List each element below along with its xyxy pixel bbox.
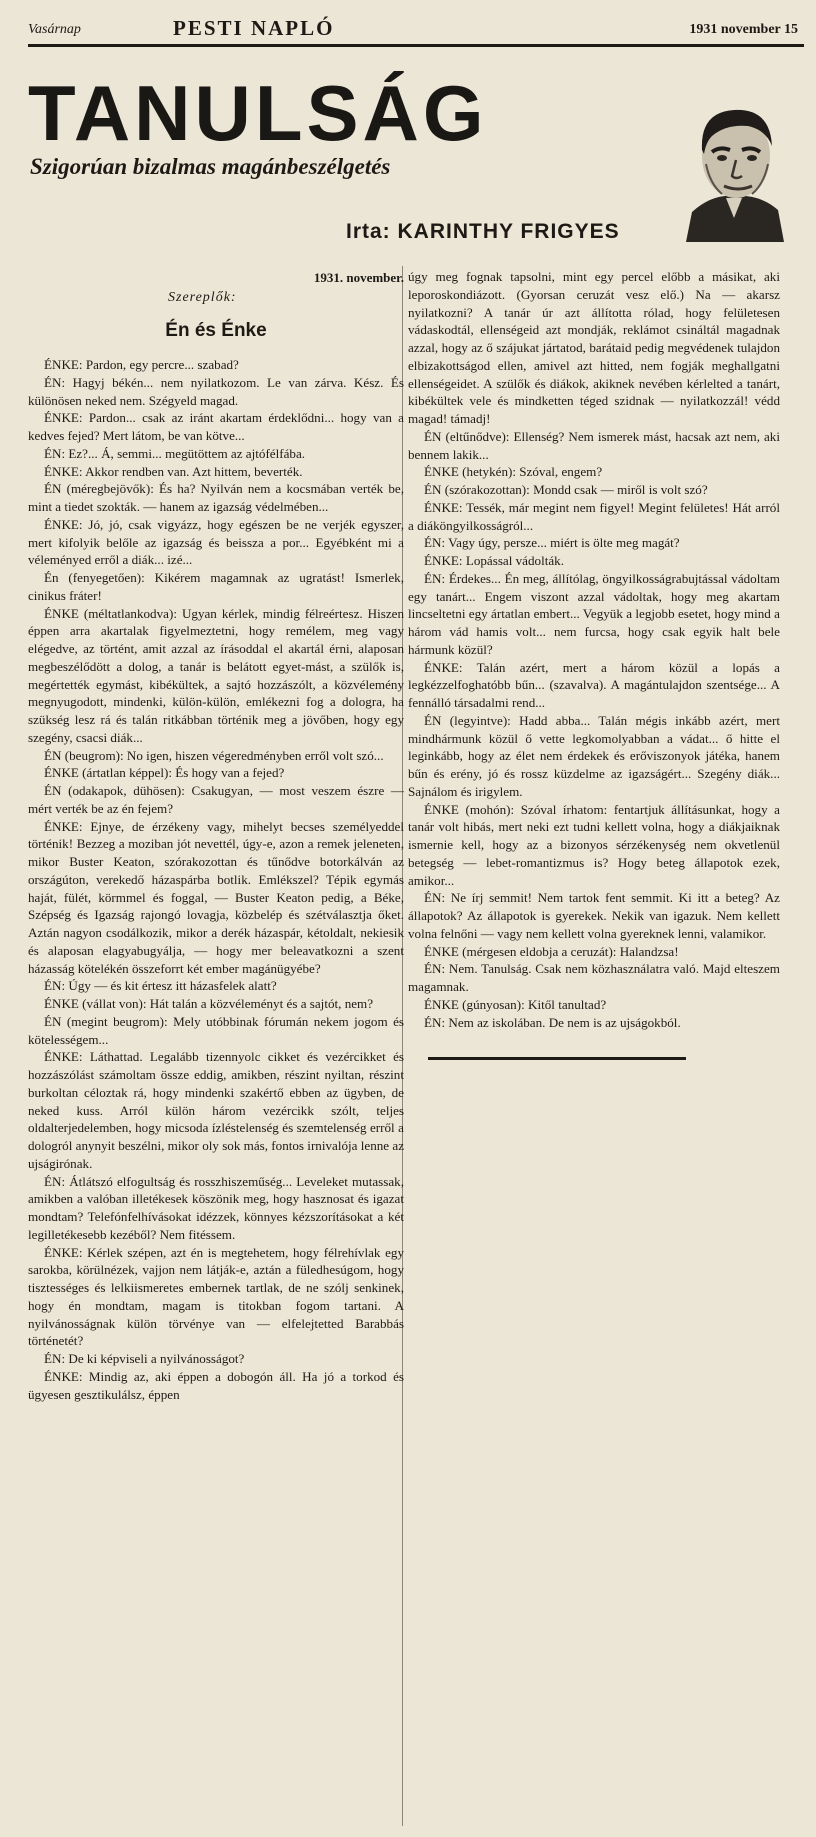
paragraph: ÉNKE: Tessék, már megint nem figyel! Megint felületes! Hát arról a diáköngyilkosságról... bbox=[408, 499, 780, 533]
paragraph: ÉN: Ez?... Á, semmi... megütöttem az ajtófélfába. bbox=[44, 445, 306, 461]
paragraph: ÉNKE: Pardon, egy percre... szabad? bbox=[44, 357, 239, 372]
paragraph: ÉNKE: Lopással vádolták. bbox=[424, 553, 564, 568]
page-header bbox=[28, 16, 804, 47]
header-day: Vasárnap bbox=[28, 22, 81, 37]
paragraph: ÉN (beugrom): No igen, hiszen végeredményben erről volt szó... bbox=[44, 747, 384, 763]
cast-names: Én és Énke bbox=[165, 320, 267, 341]
paragraph: ÉN (eltűnődve): Ellenség? Nem ismerek mást, hacsak azt nem, aki bennem lakik... bbox=[408, 428, 780, 462]
author-portrait bbox=[682, 94, 786, 242]
article-end-rule bbox=[428, 1057, 686, 1060]
paragraph: úgy meg fognak tapsolni, mint egy percel előbb a másikat, aki leporoskondiázott. (Gyorsan ceruzát vesz elő.) Na — akarsz nyilatkozni? A tanár úr azt állította rólad, hogy felületesen vádaskodtál, ellenségeid azt mondják, reklámot csináltál magadnak azzal, hogy az ő szájukat jártatod, barátaid pedig megvédenek tulajdon elbizakottságod ellen, amivel azt hitted, nem fogják meghallgatni ellenségeidet. A szülők és diákok, akiknek nevében kérlelted a tanárt, kibékültek vele és mindketten téged szidnak — nyilatkozzál! védd magad! támadj! bbox=[408, 269, 780, 426]
paragraph: ÉNKE (mohón): Szóval írhatom: fentartjuk állításunkat, hogy a tanár volt hibás, mert neki ezt tudni kellett volna, hogy a diákjaiknak ismernie kell, hogy az a bizonyos sérzékenység nem okvetlenül betegség — lebet-romantizmus is? Hogy beteg állapotok ezek, amikor... bbox=[408, 801, 780, 888]
paragraph: ÉNKE (hetykén): Szóval, engem? bbox=[424, 464, 603, 480]
paragraph: ÉNKE: Talán azért, mert a három közül a lopás a legkézzelfoghatóbb bűn... (szavalva). A magántulajdon szentsége... A fennálló társadalmi rend... bbox=[408, 659, 780, 710]
paragraph: ÉNKE (méltatlankodva): Ugyan kérlek, mindig félreértesz. Hiszen éppen arra akartalak figyelmeztetni, hogy remélem, meg vagy elégedve, az történt, amit azzal az írásoddal el akartál érni, alaposan megbeszélődött a dolog, a tanár is belátott egyet-mást, a szülők is, megértették egymást, kibékültek, a sajtó hozzászólt, a közvélemény megnyugodott, mindenki, külön-külön, emlékezni fog a dologra, ha szükség lesz rá és talán ritkábban történik meg a jövőben, hogy egy szegény, csacsi diák... bbox=[28, 605, 404, 745]
paragraph: ÉN (megint beugrom): Mely utóbbinak fórumán nekem jogom és kötelességem... bbox=[28, 1013, 404, 1047]
paragraph: ÉNKE: Kérlek szépen, azt én is megtehetem, hogy félrehívlak egy sarokba, körülnézek, vajjon nem látják-e, aztán a füledhesúgom, hogy tisztességes és lelkiismeretes embernek tartlak, de ne szólj senkinek, hogy én mondtam, magam is titokban fogom tartani. A nyilvánosságnak külön törvénye van — elfelejtetted Barabbás történetét? bbox=[28, 1244, 404, 1349]
paragraph: ÉN: Érdekes... Én meg, állítólag, öngyilkosságrabujtással vádoltam egy tanárt... Engem viszont azzal vádoltak, hogy meg akartam lincseltetni egy ártatlan embert... Vegyük a legjobb esetet, hogy mind a három vád hamis volt... nem furcsa, hogy csak egyik halt bele hármunk közül? bbox=[408, 570, 780, 657]
paragraph: ÉNKE (vállat von): Hát talán a közvéleményt és a sajtót, nem? bbox=[44, 996, 374, 1011]
paragraph: Én (fenyegetően): Kikérem magamnak az ugratást! Ismerlek, cinikus fráter! bbox=[28, 570, 404, 603]
paragraph: ÉN (odakapok, dühösen): Csakugyan, — most veszem észre — mért verték be az én fejem? bbox=[28, 783, 404, 816]
paragraph: ÉNKE: Mindig az, aki éppen a dobogón áll. Ha jó a torkod és ügyesen gesztikulálsz, éppen bbox=[28, 1368, 404, 1402]
cast-label: Szereplők: bbox=[168, 290, 237, 305]
article-column-left bbox=[28, 270, 404, 1403]
newspaper-masthead: PESTI NAPLÓ bbox=[173, 16, 335, 40]
paragraph: ÉNKE: Jó, jó, csak vigyázz, hogy egészen be ne verjék egyszer, mert kifolyik belőle az igazság és beissza a por... Egyébként mi a véleményed erről a diák... izé... bbox=[28, 516, 404, 568]
header-date: 1931 november 15 bbox=[689, 22, 798, 37]
article-dateline: 1931. november. bbox=[313, 270, 404, 285]
paragraph: ÉNKE: Ejnye, de érzékeny vagy, mihelyt becses személyeddel történik! Bezzeg a moziban jót nevettél, úgy-e, azon a remek jeleneten, mikor Buster Keaton, szórakozottan és tűnődve botorkálván az országúton, verekedő házaspárba botlik. Emlékszel? Tépik egymás haját, fülét, körmmel és foggal, — Buster Keaton pedig, a Béke, Szépség és Igazság rajongó lovagja, közbelép és szétválasztja őket. Aztán nagyon csodálkozik, mikor a derék házaspár, kétoldalt, nekiesik és alaposan elagyabugyálja, — hogy mer beleavatkozni a szent házasság kötelékén összeforrt két ember magánügyébe? bbox=[28, 818, 404, 976]
paragraph: ÉNKE: Akkor rendben van. Azt hittem, beverték. bbox=[44, 463, 303, 479]
article-subtitle: Szigorúan bizalmas magánbeszélgetés bbox=[30, 154, 391, 179]
paragraph: ÉN: Nem az iskolában. De nem is az ujságokból. bbox=[424, 1014, 681, 1030]
paragraph: ÉNKE (gúnyosan): Kitől tanultad? bbox=[424, 996, 607, 1012]
paragraph: ÉN: Hagyj békén... nem nyilatkozom. Le van zárva. Kész. És különösen neked nem. Szégyeld magad. bbox=[28, 374, 404, 408]
paragraph: ÉN: Ne írj semmit! Nem tartok fent semmit. Ki itt a beteg? Az állapotok? Az állapotok is gyerekek. Nekik van igazuk. Nem kellett volna felnőni — vagy nem kellett volna gyereknek lenni, valamikor. bbox=[408, 890, 780, 941]
paragraph: ÉN (szórakozottan): Mondd csak — miről is volt szó? bbox=[424, 482, 708, 497]
paragraph: ÉNKE (ártatlan képpel): És hogy van a fejed? bbox=[44, 765, 285, 781]
article-byline: Irta: KARINTHY FRIGYES bbox=[346, 220, 620, 243]
paragraph: ÉN: Vagy úgy, persze... miért is ölte meg magát? bbox=[424, 535, 680, 551]
paragraph: ÉN: De ki képviseli a nyilvánosságot? bbox=[44, 1351, 245, 1366]
paragraph: ÉNKE: Pardon... csak az iránt akartam érdeklődni... hogy van a kedves fejed? Mert látom, be van kötve... bbox=[28, 410, 404, 443]
paragraph: ÉN (legyintve): Hadd abba... Talán mégis inkább azért, mert mindhármunk közül ő vette legkomolyabban a vádat... ő hitte el leginkább, hogy az élet nem érdekek és erőviszonyok játéka, hanem bűn és erény, jó és rossz küzdelme az igazságért... Szegény diák... Sajnálom és irigylem. bbox=[408, 712, 780, 799]
paragraph: ÉN: Átlátszó elfogultság és rosszhiszeműség... Leveleket mutassak, amikben a valóban illetékesek köszönik meg, hogy hasznosat és igazat mondtam? Telefónfelhívásokat idézzek, könnyes kézszorításokat a két legilletékesebb kezéből? Nem fitéssem. bbox=[28, 1173, 404, 1242]
paragraph: ÉNKE (mérgesen eldobja a ceruzát): Halandzsa! bbox=[424, 943, 679, 959]
paragraph: ÉN: Úgy — és kit értesz itt házasfelek alatt? bbox=[44, 978, 277, 994]
paragraph: ÉNKE: Láthattad. Legalább tizennyolc cikket és vezércikket és hozzászólást számoltam össze eddig, amikben, részint nyiltan, részint burkoltan céloztak rá, hogy mindenki szakértő ebben az ügyben, de neked kuss. Arról külön három vezércikk szólt, teljes oldalterjedelemben, hogy micsoda ízléstelenség és szemtelenség erről a dologról anynyit beszélni, mikor oly sok más, fontos irnivalója lenne az ujságirónak. bbox=[28, 1049, 405, 1171]
paragraph: ÉN: Nem. Tanulság. Csak nem közhasználatra való. Majd elteszem magamnak. bbox=[408, 961, 780, 994]
paragraph: ÉN (méregbejövők): És ha? Nyilván nem a kocsmában verték be, mint a tiedet szokták. — hanem az igazság védelmében... bbox=[28, 481, 404, 514]
article-column-right bbox=[408, 268, 780, 1060]
article-title: TANULSÁG bbox=[28, 69, 488, 157]
